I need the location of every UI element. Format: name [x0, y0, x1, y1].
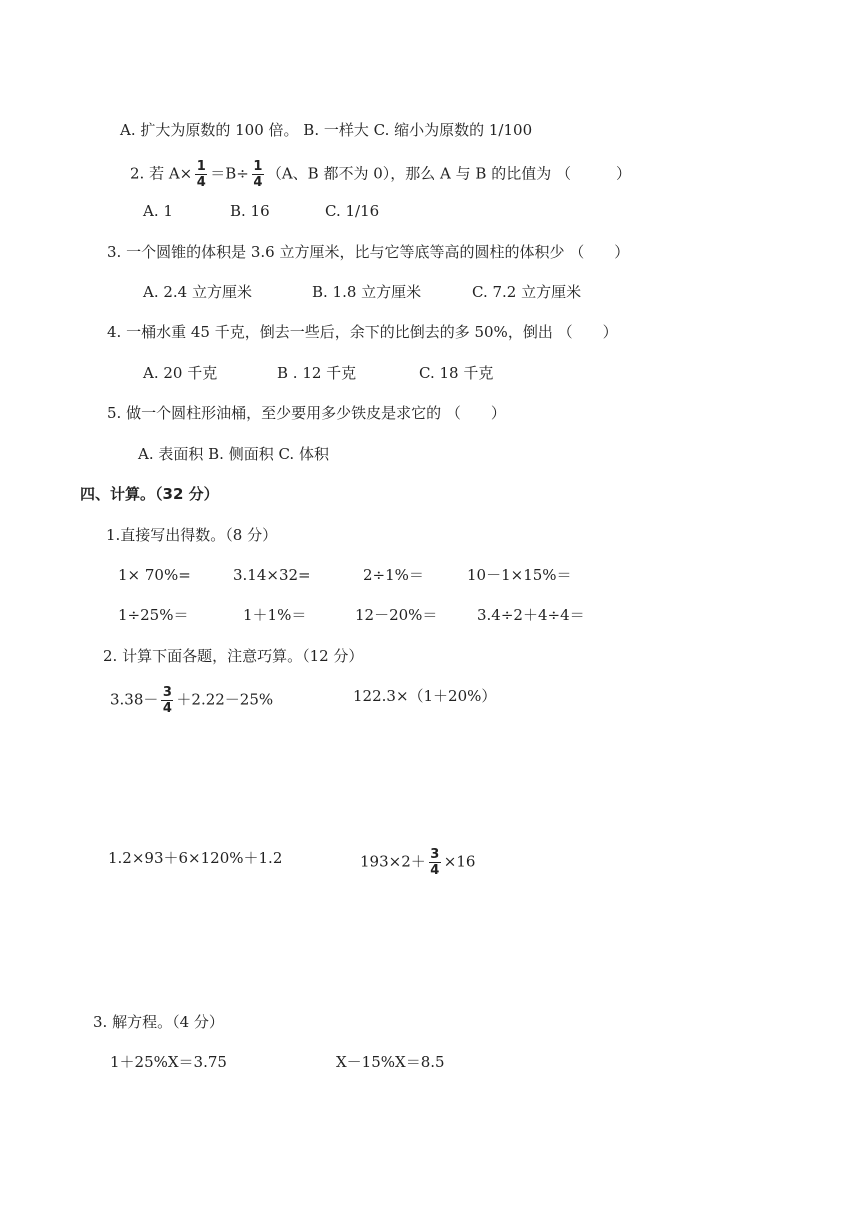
expression-3: 1.2×93＋6×120%＋1.2: [108, 849, 283, 867]
fraction-denominator: 4: [253, 175, 263, 190]
q5-options: A. 表面积 B. 侧面积 C. 体积: [138, 445, 329, 463]
q2-option-c: C. 1/16: [325, 202, 380, 220]
fraction-numerator: 3: [430, 847, 440, 862]
fraction-numerator: 1: [253, 159, 263, 174]
calc-1-4: 10－1×15%＝: [467, 566, 572, 584]
part-3-title: 3. 解方程。（4 分）: [93, 1013, 224, 1031]
question-5: 5. 做一个圆柱形油桶，至少要用多少铁皮是求它的 （ ）: [107, 404, 506, 422]
expression-4: [360, 848, 475, 877]
q4-option-c: C. 18 千克: [419, 364, 494, 382]
calc-1-1: 1× 70%=: [118, 566, 191, 584]
q2-prefix: 2. 若 A×: [130, 164, 193, 183]
question-3: 3. 一个圆锥的体积是 3.6 立方厘米，比与它等底等高的圆柱的体积少 （ ）: [107, 243, 630, 261]
fraction-denominator: 4: [196, 175, 206, 190]
equation-1: 1＋25%X＝3.75: [110, 1053, 227, 1071]
q1-options: A. 扩大为原数的 100 倍。 B. 一样大 C. 缩小为原数的 1/100: [120, 121, 533, 139]
part-2-title: 2. 计算下面各题，注意巧算。（12 分）: [103, 647, 364, 665]
question-4: 4. 一桶水重 45 千克，倒去一些后，余下的比倒去的多 50%，倒出 （ ）: [107, 323, 618, 341]
q2-suffix: （A、B 都不为 0），那么 A 与 B 的比值为 （ ）: [266, 164, 631, 183]
expr1-prefix: 3.38－: [110, 690, 159, 709]
calc-1-3: 2÷1%＝: [363, 566, 424, 584]
q3-option-c: C. 7.2 立方厘米: [472, 283, 582, 301]
fraction-denominator: 4: [162, 701, 172, 716]
calc-2-2: 1＋1%＝: [243, 606, 307, 624]
calc-1-2: 3.14×32=: [233, 566, 311, 584]
expression-2: 122.3×（1＋20%）: [353, 687, 497, 705]
calc-2-4: 3.4÷2＋4÷4＝: [477, 606, 585, 624]
fraction-numerator: 3: [162, 685, 172, 700]
fraction-numerator: 1: [196, 159, 206, 174]
q2-fraction-1: [195, 160, 207, 189]
q2-option-b: B. 16: [230, 202, 270, 220]
q3-option-b: B. 1.8 立方厘米: [312, 283, 422, 301]
q2-fraction-2: [252, 160, 264, 189]
q2-mid: ＝B÷: [210, 164, 249, 183]
q3-option-a: A. 2.4 立方厘米: [143, 283, 252, 301]
calc-2-3: 12－20%＝: [355, 606, 438, 624]
q4-option-b: B . 12 千克: [277, 364, 357, 382]
equation-2: X－15%X＝8.5: [336, 1053, 445, 1071]
expr4-prefix: 193×2＋: [360, 852, 426, 871]
expr1-suffix: ＋2.22－25%: [176, 690, 274, 709]
question-2: [130, 160, 631, 189]
calc-2-1: 1÷25%＝: [118, 606, 189, 624]
expr4-suffix: ×16: [443, 852, 476, 871]
expr4-fraction: [429, 848, 441, 877]
q2-option-a: A. 1: [143, 202, 173, 220]
fraction-denominator: 4: [430, 863, 440, 878]
section-4-heading: 四、计算。（32 分）: [80, 485, 219, 503]
part-1-title: 1.直接写出得数。（8 分）: [106, 526, 278, 544]
expression-1: [110, 686, 273, 715]
q4-option-a: A. 20 千克: [143, 364, 218, 382]
expr1-fraction: [161, 686, 173, 715]
